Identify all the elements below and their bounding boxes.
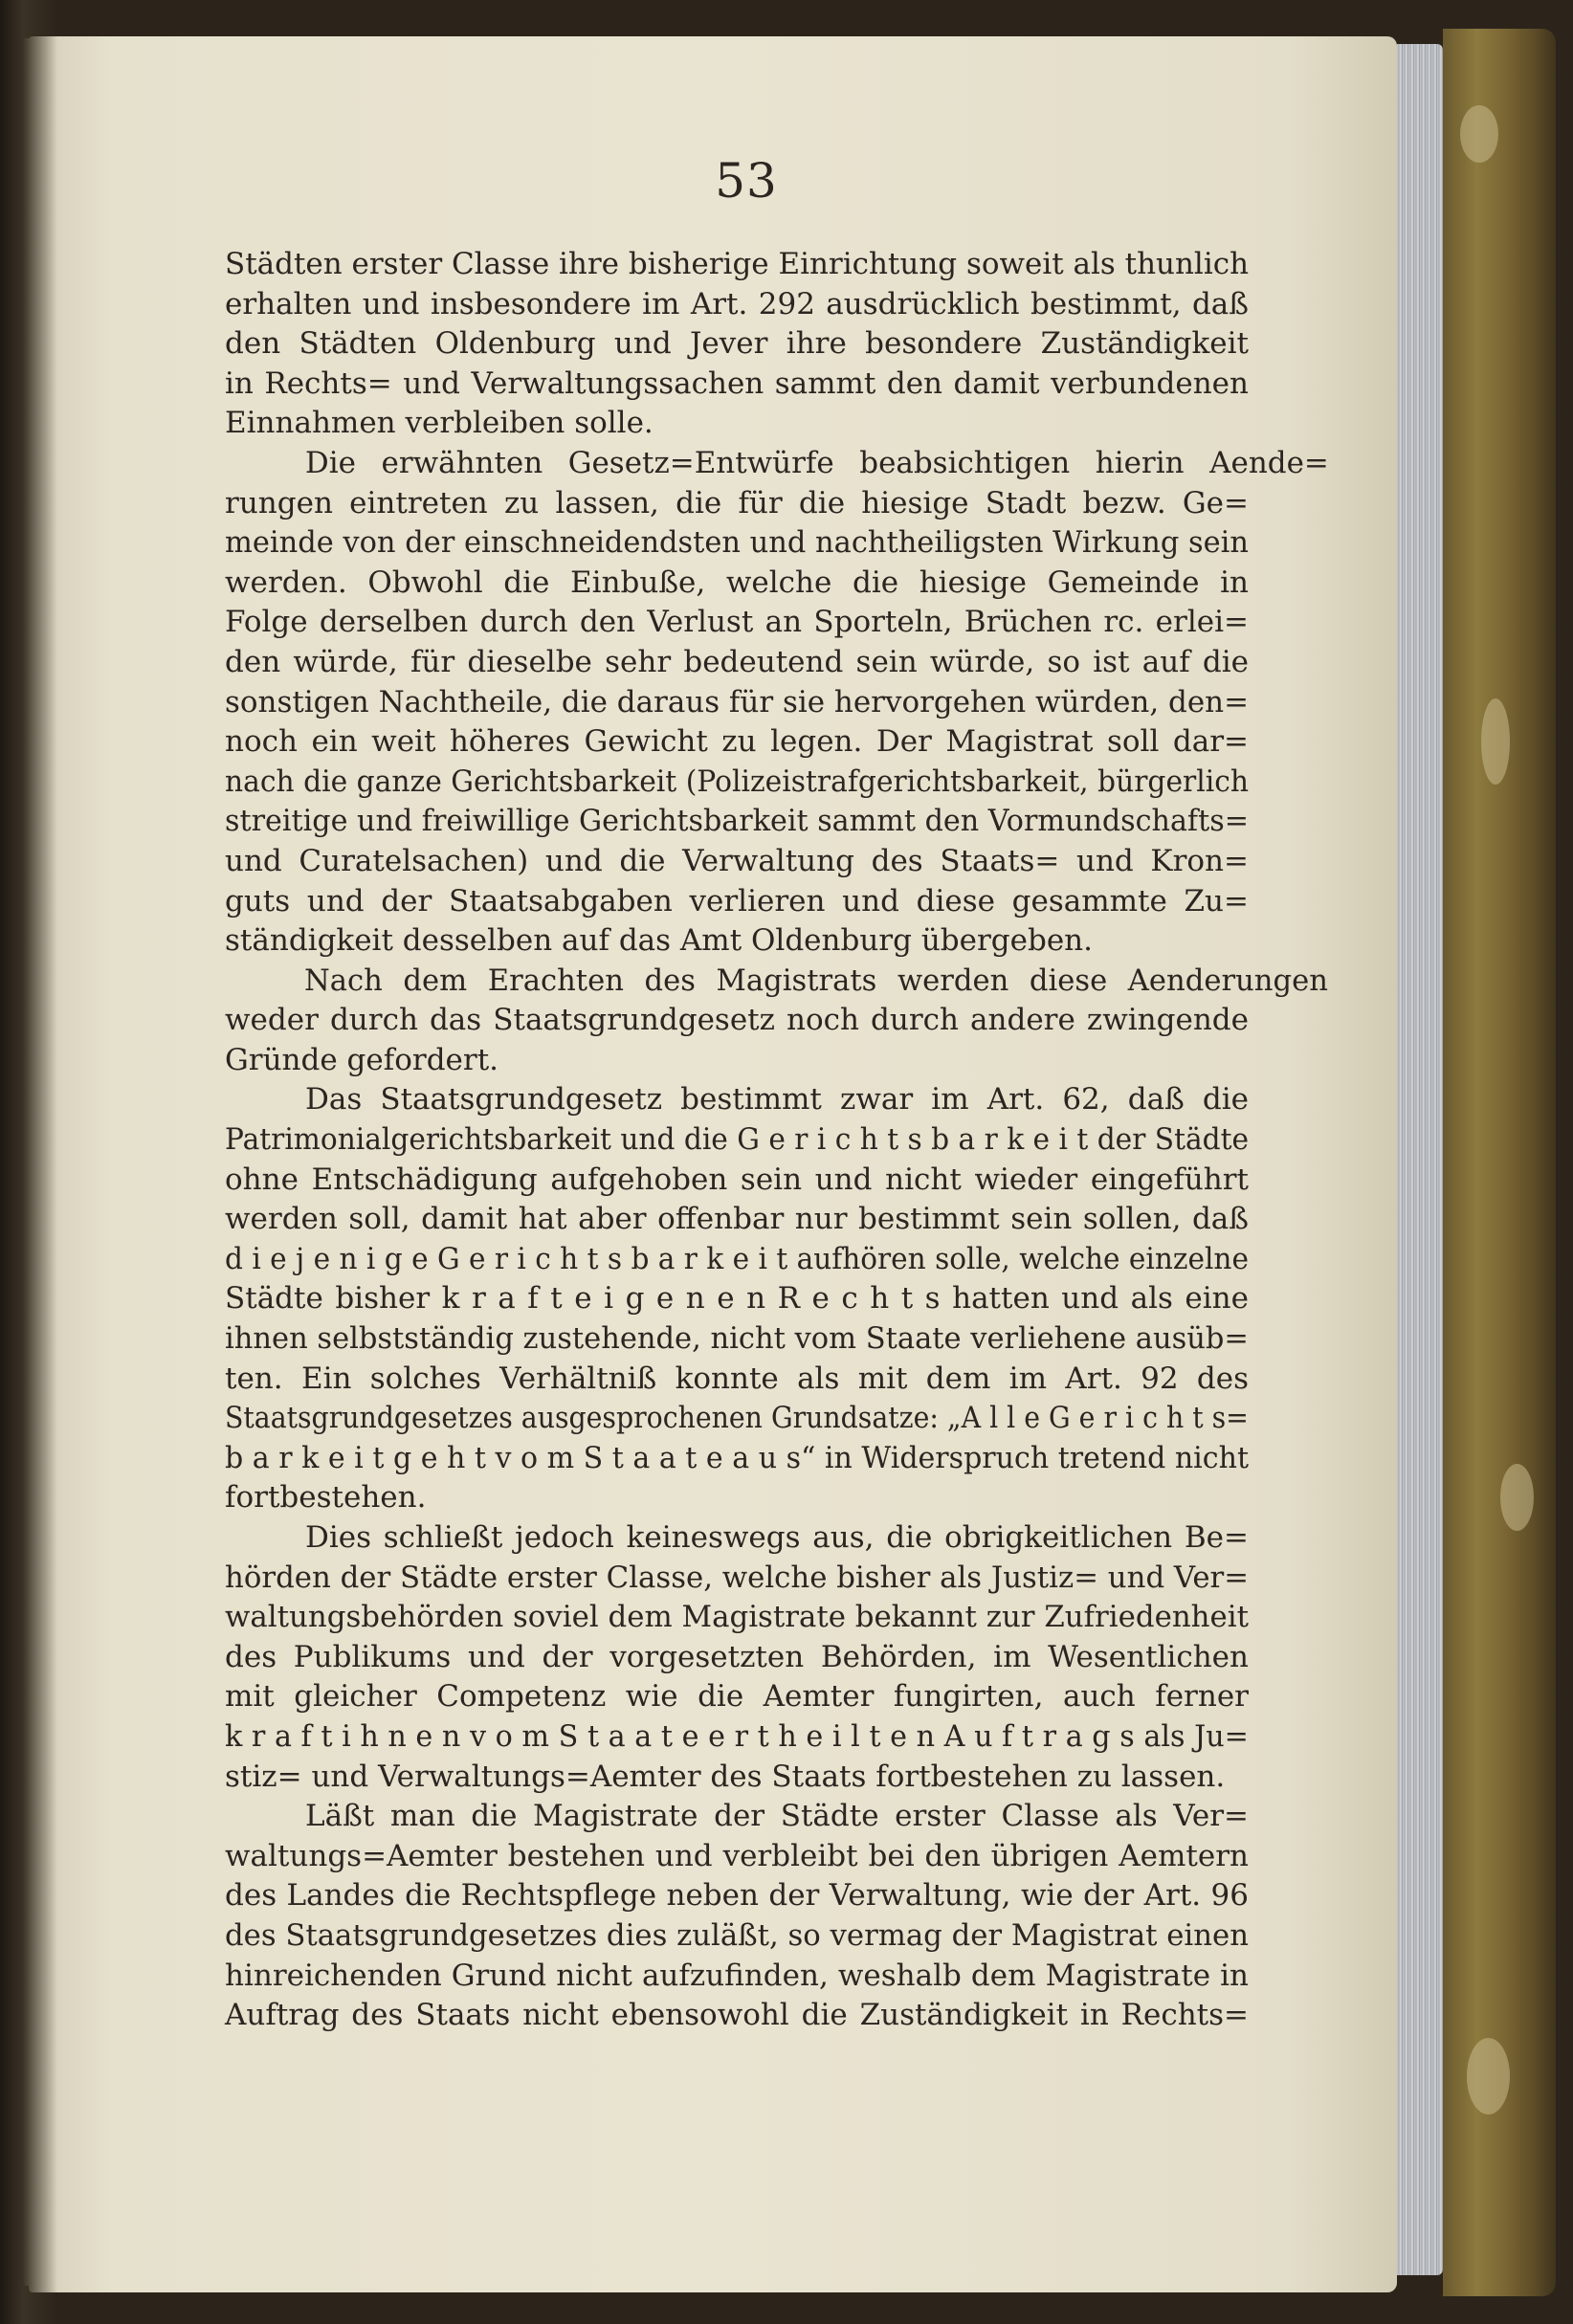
body-text	[225, 245, 1329, 2036]
text-line: sonstigen Nachtheile, die daraus für sie hervorgehen würden, den=	[225, 684, 1250, 719]
text-line: mit gleicher Competenz wie die Aemter fungirten, auch ferner	[225, 1679, 1249, 1715]
text-line: stiz= und Verwaltungs=Aemter des Staats fortbestehen zu lassen.	[225, 1759, 1226, 1794]
text-line: ständigkeit desselben auf das Amt Oldenburg übergeben.	[225, 923, 1093, 959]
text-line: waltungs=Aemter bestehen und verbleibt bei den übrigen Aemtern	[225, 1838, 1249, 1873]
text-line: werden soll, damit hat aber offenbar nur bestimmt sein sollen, daß	[225, 1202, 1249, 1237]
text-line: des Publikums und der vorgesetzten Behörden, im Wesentlichen	[225, 1639, 1249, 1674]
text-line: Städten erster Classe ihre bisherige Einrichtung soweit als thunlich	[225, 247, 1250, 281]
text-line: Läßt man die Magistrate der Städte erster Classe als Ver=	[305, 1799, 1249, 1834]
text-line: hörden der Städte erster Classe, welche bisher als Justiz= und Ver=	[225, 1560, 1250, 1595]
text-line: Einnahmen verbleiben solle.	[225, 406, 654, 441]
text-line: fortbestehen.	[225, 1480, 427, 1516]
text-line: Städte bisher k r a f t e i g e n e n R e c h t s hatten und als eine	[225, 1281, 1249, 1317]
text-line: noch ein weit höheres Gewicht zu legen. Der Magistrat soll dar=	[225, 724, 1249, 760]
text-line: ten. Ein solches Verhältniß konnte als mit dem im Art. 92 des	[225, 1361, 1249, 1396]
text-line: Patrimonialgerichtsbarkeit und die G e r i c h t s b a r k e i t der Städte	[225, 1122, 1250, 1158]
text-line: des Staatsgrundgesetzes dies zuläßt, so vermag der Magistrat einen	[225, 1917, 1249, 1953]
text-line: Staatsgrundgesetzes ausgesprochenen Grundsatze: „A l l e G e r i c h t s=	[225, 1401, 1249, 1436]
text-line: guts und der Staatsabgaben verlieren und diese gesammte Zu=	[225, 883, 1249, 919]
text-line: hinreichenden Grund nicht aufzufinden, weshalb dem Magistrate in	[225, 1958, 1249, 1993]
text-line: des Landes die Rechtspflege neben der Verwaltung, wie der Art. 96	[225, 1878, 1249, 1914]
text-line: k r a f t i h n e n v o m S t a a t e e r t h e i l t e n A u f t r a g s als Ju=	[225, 1718, 1249, 1754]
text-line: ohne Entschädigung aufgehoben sein und nicht wieder eingeführt	[225, 1162, 1249, 1197]
text-line: ihnen selbstständig zustehende, nicht vom Staate verliehene ausüb=	[225, 1321, 1249, 1357]
text-line: den würde, für dieselbe sehr bedeutend sein würde, so ist auf die	[225, 644, 1249, 679]
text-line: Das Staatsgrundgesetz bestimmt zwar im Art. 62, daß die	[305, 1082, 1249, 1118]
text-line: und Curatelsachen) und die Verwaltung des Staats= und Kron=	[225, 843, 1249, 878]
text-line: streitige und freiwillige Gerichtsbarkeit sammt den Vormundschafts=	[225, 804, 1249, 839]
page-number: 53	[715, 153, 778, 209]
text-line: Nach dem Erachten des Magistrats werden diese Aenderungen	[303, 963, 1328, 998]
book-page	[29, 36, 1397, 2292]
text-line: waltungsbehörden soviel dem Magistrate bekannt zur Zufriedenheit	[225, 1600, 1250, 1635]
text-line: den Städten Oldenburg und Jever ihre besondere Zuständigkeit	[225, 326, 1249, 362]
book-cover-edge	[1443, 29, 1556, 2296]
text-line: Folge derselben durch den Verlust an Sporteln, Brüchen rc. erlei=	[225, 605, 1249, 640]
cover-wear-mark	[1500, 1464, 1534, 1531]
text-line: erhalten und insbesondere im Art. 292 ausdrücklich bestimmt, daß	[225, 286, 1249, 321]
text-line: in Rechts= und Verwaltungssachen sammt den damit verbundenen	[225, 365, 1249, 401]
text-line: Auftrag des Staats nicht ebensowohl die Zuständigkeit in Rechts=	[225, 1998, 1249, 2033]
text-line: Gründe gefordert.	[225, 1042, 499, 1077]
page-stack-edges	[1397, 44, 1443, 2275]
text-line: d i e j e n i g e G e r i c h t s b a r k e i t aufhören solle, welche einzelne	[225, 1241, 1249, 1276]
cover-wear-mark	[1467, 2038, 1510, 2114]
text-line: werden. Obwohl die Einbuße, welche die hiesige Gemeinde in	[225, 564, 1249, 600]
text-line: rungen eintreten zu lassen, die für die hiesige Stadt bezw. Ge=	[225, 485, 1249, 520]
cover-wear-mark	[1481, 698, 1510, 785]
book-gutter-shadow	[0, 0, 57, 2324]
text-line: Die erwähnten Gesetz=Entwürfe beabsichtigen hierin Aende=	[304, 445, 1329, 480]
text-line: Dies schließt jedoch keineswegs aus, die obrigkeitlichen Be=	[305, 1520, 1249, 1555]
text-line: weder durch das Staatsgrundgesetz noch durch andere zwingende	[225, 1003, 1249, 1038]
text-line: nach die ganze Gerichtsbarkeit (Polizeistrafgerichtsbarkeit, bürgerlich	[225, 764, 1250, 799]
text-line: b a r k e i t g e h t v o m S t a a t e a u s“ in Widerspruch tretend nicht	[225, 1440, 1250, 1475]
cover-wear-mark	[1460, 105, 1498, 163]
text-line: meinde von der einschneidendsten und nachtheiligsten Wirkung sein	[225, 525, 1250, 561]
